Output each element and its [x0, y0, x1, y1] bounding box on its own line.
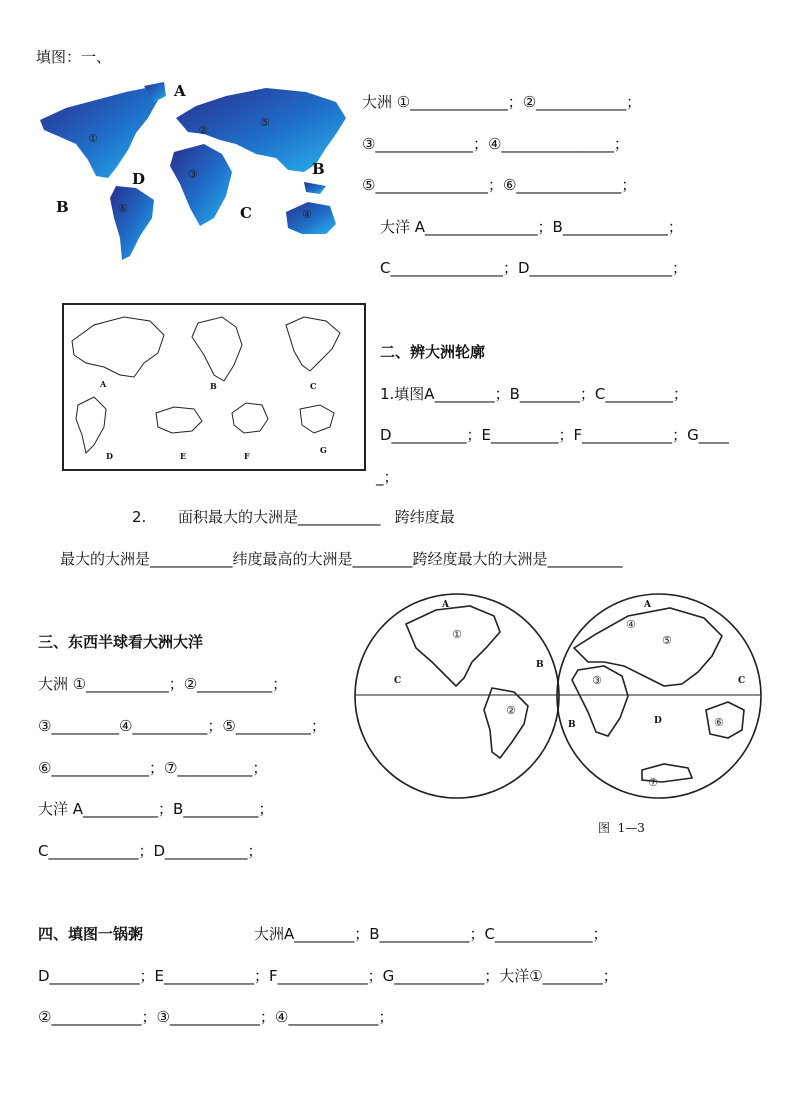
section2-q2-line2: 最大的大洲是___________纬度最高的大洲是________跨经度最大的大洲是__________ [60, 550, 623, 568]
shape-label-e: E [180, 451, 187, 461]
section3-line5: C____________；D___________； [38, 842, 263, 860]
map-label-b-right: B [312, 160, 325, 178]
shape-label-g: G [320, 445, 327, 455]
section1-line5: C_______________；D___________________； [380, 259, 688, 277]
section2-line3: _； [376, 468, 399, 486]
map-circle-2: ② [198, 124, 208, 137]
globe-label-c-west: C [394, 676, 402, 686]
map-circle-6: ⑥ [118, 202, 128, 215]
map-circle-3: ③ [188, 168, 198, 181]
section1-line2: ③_____________；④_______________； [362, 135, 629, 153]
globe-label-d: D [654, 716, 662, 726]
globe-label-c-east: C [738, 676, 746, 686]
figure-caption: 图 1—3 [598, 821, 645, 835]
section3-line4: 大洋 A__________；B__________； [38, 800, 274, 818]
globe-circle-4: ④ [626, 618, 636, 631]
section1-heading: 填图：一、 [36, 48, 112, 66]
section2-line2: D__________；E_________；F____________；G____ [380, 426, 729, 444]
section2-line1: 1.填图A________；B________；C_________； [380, 385, 688, 403]
globe-circle-3: ③ [592, 674, 602, 687]
section3-line3: ⑥_____________；⑦__________； [38, 759, 268, 777]
section3-line2: ③_________④__________；⑤__________； [38, 717, 326, 735]
map-circle-5: ⑤ [260, 116, 270, 129]
shape-label-b: B [210, 381, 217, 391]
shape-label-a: A [100, 379, 107, 389]
continent-outlines-figure [62, 303, 366, 471]
world-map [36, 78, 356, 268]
section3-line1: 大洲 ①___________；②__________； [38, 675, 288, 693]
globe-circle-6: ⑥ [714, 716, 724, 729]
globe-circle-1: ① [452, 628, 462, 641]
map-label-b-left: B [56, 198, 69, 216]
map-circle-4: ④ [302, 208, 312, 221]
section2-q2-text: 面积最大的大洲是___________ 跨纬度最 [178, 508, 455, 526]
map-label-c: C [240, 204, 252, 222]
globe-circle-7: ⑦ [648, 776, 658, 789]
hemispheres-figure [352, 592, 764, 844]
map-label-a: A [174, 82, 186, 100]
globe-label-a-west: A [442, 600, 449, 610]
section4-line1: 大洲A________；B____________；C_____________； [254, 925, 608, 943]
section1-line1: 大洲 ①_____________；②____________； [362, 93, 642, 111]
section4-line2: D____________；E____________；F____________；G____________；大洋①________； [38, 967, 618, 985]
globe-label-a-east: A [644, 600, 651, 610]
section1-line4: 大洋 A_______________；B______________； [380, 218, 683, 236]
section2-heading: 二、辨大洲轮廓 [380, 343, 486, 361]
shape-label-c: C [310, 381, 317, 391]
globe-label-b-east: B [568, 720, 576, 730]
globe-circle-2: ② [506, 704, 516, 717]
shape-label-d: D [106, 451, 113, 461]
section2-q2-number: 2. [132, 508, 147, 526]
globe-label-b-west: B [536, 660, 544, 670]
map-label-d: D [132, 170, 146, 188]
section4-line3: ②____________；③____________；④____________； [38, 1008, 394, 1026]
section1-line3: ⑤_______________；⑥______________； [362, 176, 637, 194]
map-circle-1: ① [88, 132, 98, 145]
section3-heading: 三、东西半球看大洲大洋 [38, 633, 204, 651]
section4-heading: 四、填图一锅粥 [38, 925, 144, 943]
globe-circle-5: ⑤ [662, 634, 672, 647]
shape-label-f: F [244, 451, 250, 461]
